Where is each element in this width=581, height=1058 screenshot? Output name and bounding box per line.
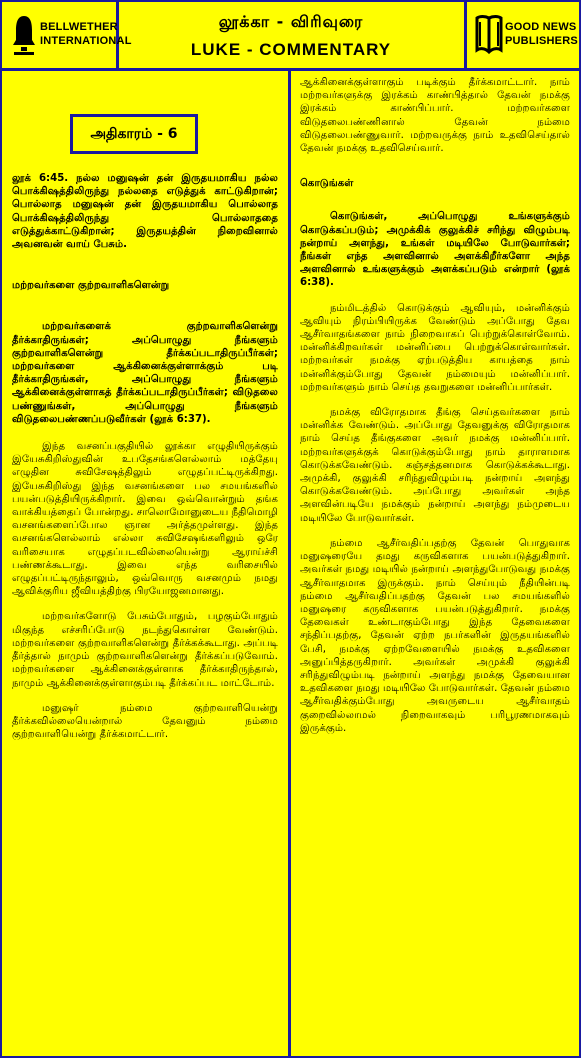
verse-paragraph: லூக் 6:45. நல்ல மனுஷன் தன் இருதயமாகிய நல்ல பொக்கிஷத்திலிருந்து நல்லதை எடுத்துக் காட்டுகிறான்; பொல்லாத மனுஷன் தன் இருதயமாகிய பொல்லாத பொக்கிஷத்திலிருந்து பொல்லாததை எடுத்துக்காட்டுகிறான்; இருதயத்தின் நிறைவினால் அவனவன் வாய் பேசும். bbox=[12, 173, 278, 251]
body-paragraph: நமக்கு விரோதமாக தீங்கு செய்தவர்களை நாம் மன்னிக்க வேண்டும். அப்போது தேவனுக்கு விரோதமாக நாம் செய்த தீங்குகளை அவர் நமக்கு மன்னிப்பார். மற்றவர்களுக்குக் கொடுக்கும்போது நாம் தாராளமாக கொடுக்கவேண்டும். கஞ்சத்தனமாக கொடுக்கக்கூடாது. அமுக்கி, குலுக்கி சரிந்துவிழும்படி நன்றாய் அளந்து கொடுக்கவேண்டும். அப்போது அவர்கள் அந்த அளவின்படியே நமக்கும் நன்றாய் அளந்து நம்முடைய மடியிலே போடுவார்கள். bbox=[300, 407, 570, 524]
logo-line2: PUBLISHERS bbox=[505, 35, 578, 47]
body-paragraph: மனுஷர் நம்மை குற்றவாளியென்று தீர்க்கவில்லையென்றால் தேவனும் நம்மை குற்றவாளியென்று தீர்க்கமாட்டார். bbox=[12, 702, 278, 741]
title-box bbox=[119, 2, 463, 68]
chapter-heading: அதிகாரம் - 6 bbox=[70, 114, 198, 154]
body-paragraph: இந்த வசனப்பகுதியில் லூக்கா எழுதியிருக்கும் இயேசுகிறிஸ்துவின் உபதேசங்களெல்லாம் மத்தேயு எழுதின சுவிசேஷத்திலும் எழுதப்பட்டிருக்கிறது. இயேசுகிறிஸ்து இந்த வசனங்களை பல சமயங்களில் பயன்படுத்தியிருக்கிறார். இவை ஒவ்வொன்றும் தங்க வாக்கியத்தைப் போன்றது. சாலொமோனுடைய நீதிமொழி வசனங்களைப்போல ஞான அர்த்தமுள்ளது. இந்த வசனங்களெல்லாம் எல்லா சுவிசேஷங்களிலும் ஒரே வரிசையாக எழுதப்படவில்லையென்று ஆராய்ச்சி பண்ணக்கூடாது. இவை எந்த வரிசையில் எழுதப்பட்டிருந்தாலும், ஒவ்வொரு வசனமும் நமது ஆவிக்குரிய ஜீவியத்திற்கு பிரயோஜனமானது. bbox=[12, 441, 278, 598]
bellwether-logo-text bbox=[40, 20, 132, 48]
page-header bbox=[2, 2, 579, 71]
column-divider bbox=[288, 68, 291, 1056]
bellwether-logo bbox=[2, 2, 132, 68]
verse-paragraph: மற்றவர்களைக் குற்றவாளிகளென்று தீர்க்காதிருங்கள்; அப்பொழுது நீங்களும் குற்றவாளிகளென்று தீர்க்கப்படாதிருப்பீர்கள்; மற்றவர்களை ஆக்கினைக்குள்ளாக்கும் படி தீர்க்காதிருங்கள், அப்பொழுது நீங்களும் ஆக்கினைக்குள்ளாகத் தீர்க்கப்படாதிருப்பீர்கள்; விடுதலை பண்ணுங்கள், அப்பொழுது நீங்களும் விடுதலைபண்ணப்படுவீர்கள் (லூக் 6:37). bbox=[12, 321, 278, 425]
body-paragraph: மற்றவர்களோடு பேசும்போதும், பழகும்போதும் மிகுந்த எச்சரிப்போடு நடந்துகொள்ள வேண்டும். மற்றவர்களை குற்றவாளிகளென்று தீர்க்கக்கூடாது. அப்படி தீர்த்தால் நாமும் குற்றவாளிகளென்று தீர்க்கப்படுவோம். மற்றவர்களை ஆக்கினைக்குள்ளாக தீர்க்காதிருந்தால், நாமும் ஆக்கினைக்குள்ளாகும்படி தீர்க்கப்பட மாட்டோம். bbox=[12, 611, 278, 689]
right-column bbox=[300, 76, 570, 735]
good-news-logo bbox=[464, 2, 579, 68]
verse-paragraph: கொடுங்கள், அப்பொழுது உங்களுக்கும் கொடுக்கப்படும்; அமுக்கிக் குலுக்கிச் சரிந்து விழும்படி நன்றாய் அளந்து, உங்கள் மடியிலே போடுவார்கள்; நீங்கள் எந்த அளவினால் அளக்கிறீர்களோ அந்த அளவினால் உங்களுக்கும் அளக்கப்படும் என்றார் (லூக் 6:38). bbox=[300, 211, 570, 289]
good-news-logo-text bbox=[505, 20, 578, 48]
bellwether-bell-icon bbox=[10, 12, 38, 58]
body-paragraph: நம்மை ஆசீர்வதிப்பதற்கு தேவன் பொதுவாக மனுஷரையே தமது கருவிகளாக பயன்படுத்துகிறார். அவர்கள் நமது மடியில் நன்றாய் அளந்துபோடுவது நமக்கு ஆசீர்வாதமாக இருக்கும். நாம் செய்யும் நீதியின்படி நம்மை ஆசீர்வதிப்பதற்கு தேவன் பல சமயங்களில் மனுஷரை கருவிகளாக பயன்படுத்துகிறார். நமக்கு தேவைகள் உண்டாகும்போது இந்த தேவைகளை சந்திப்பதற்கு, தேவன் ஏற்ற நபர்களின் இருதயங்களில் பேசி, நமக்கு ஏற்றவேளையில் நமக்கு உதவிகளை அனுப்பித்தருகிறார். அவர்கள் அமுக்கி குலுக்கி சரிந்துவிழும்படி நன்றாய் அளந்து நமக்கு தேவையான உதவிகளை நமது மடியிலே போடுவார்கள். தேவன் நம்மை ஆசீர்வதிக்கும்போது அவருடைய ஆசீர்வாதம் குறைவில்லாமல் நிறைவாகவும் பரிபூரணமாகவும் இருக்கும். bbox=[300, 537, 570, 734]
section-heading: மற்றவர்களை குற்றவாளிகளென்று bbox=[12, 280, 170, 292]
logo-line2: INTERNATIONAL bbox=[40, 35, 132, 47]
title-english: LUKE - COMMENTARY bbox=[190, 40, 392, 59]
body-paragraph: ஆக்கினைக்குள்ளாகும் படிக்கும் தீர்க்கமாட்டார். நாம் மற்றவர்களுக்கு இரக்கம் காண்பித்தால் தேவன் நமக்கு இரக்கம் காண்பிப்பார். மற்றவர்களை விடுதலைபண்ணினால் தேவன் நம்மை விடுதலைபண்ணுவார். மற்றவருக்கு நாம் உதவிசெய்தால் தேவன் நமக்கு உதவிசெய்வார். bbox=[300, 77, 570, 155]
good-news-book-icon bbox=[475, 12, 503, 58]
left-column bbox=[12, 76, 278, 741]
logo-line1: BELLWETHER bbox=[40, 21, 118, 33]
title-tamil: லூக்கா - விரிவுரை bbox=[218, 12, 364, 31]
logo-line1: GOOD NEWS bbox=[505, 21, 577, 33]
body-paragraph: நம்மிடத்தில் கொடுக்கும் ஆவியும், மன்னிக்கும் ஆவியும் நிரம்பியிருக்க வேண்டும் அப்போது தேவ ஆசீர்வாதங்களை நாம் நிறைவாகப் பெற்றுக்கொள்வோம். மன்னிக்கிறவர்கள் மன்னிப்பை பெற்றுக்கொள்வார்கள். மற்றவர்கள் நமக்கு ஏற்படுத்திய காயத்தை நாம் மன்னிக்கும்போது தேவன் நம்மையும் மன்னிப்பார். மற்றவர்களும் நாம் செய்த தவறுகளை மன்னிப்பார்கள். bbox=[300, 302, 570, 393]
section-heading: கொடுங்கள் bbox=[300, 178, 354, 190]
